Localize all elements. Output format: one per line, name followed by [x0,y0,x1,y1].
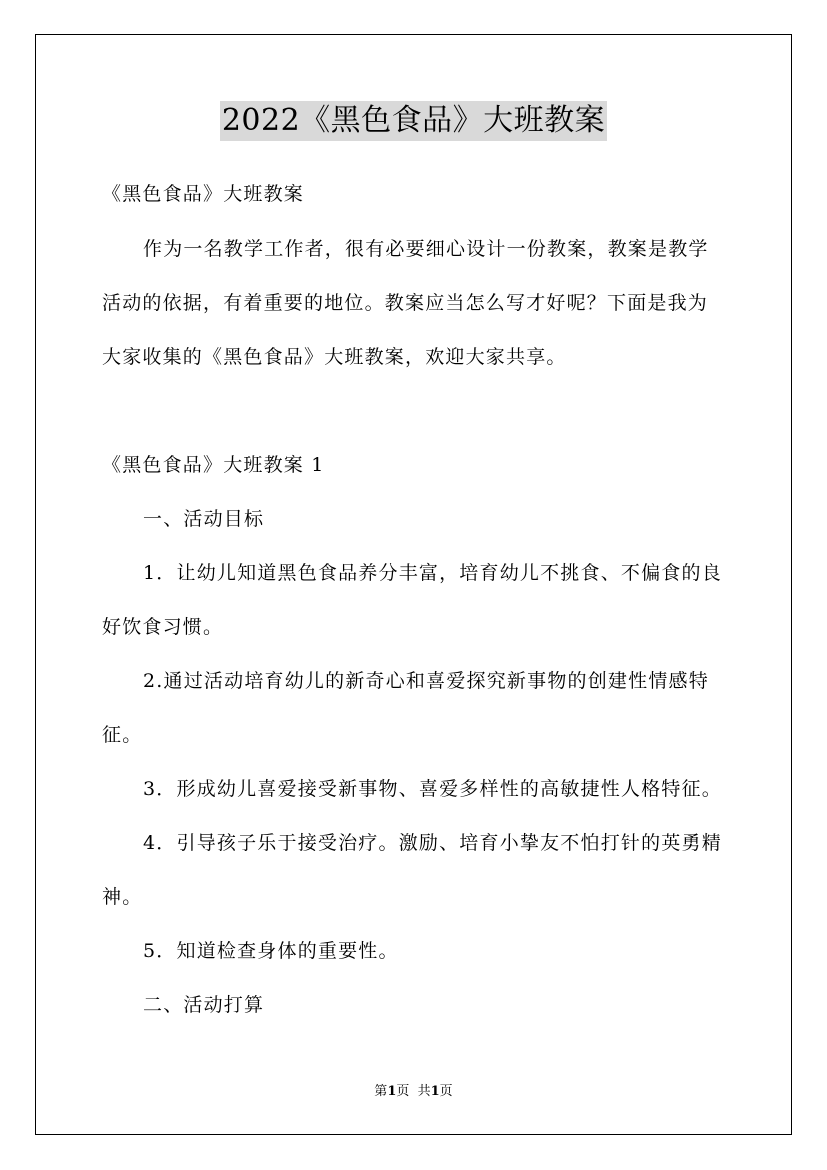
goal-line-8: 5．知道检查身体的重要性。 [143,940,399,962]
goal-line-1: 1．让幼儿知道黑色食品养分丰富，培育幼儿不挑食、不偏食的良 [143,562,722,584]
goal-line-2: 好饮食习惯。 [102,616,224,638]
document-title: 2022《黑色食品》大班教案 [220,101,607,141]
page-footer [0,1084,827,1100]
title-container [0,101,827,141]
goal-line-7: 神。 [102,886,143,908]
footer-page-mid: 页 共 [396,1084,431,1099]
intro-line-3: 大家收集的《黑色食品》大班教案，欢迎大家共享。 [102,346,567,368]
goal-line-6: 4．引导孩子乐于接受治疗。激励、培育小挚友不怕打针的英勇精 [143,832,722,854]
goal-line-4: 征。 [102,724,143,746]
heading-prep: 二、活动打算 [143,994,265,1016]
intro-line-1: 作为一名教学工作者，很有必要细心设计一份教案，教案是教学 [143,238,709,260]
footer-page-prefix: 第 [374,1084,388,1099]
goal-line-5: 3．形成幼儿喜爱接受新事物、喜爱多样性的高敏捷性人格特征。 [143,778,722,800]
heading-goals: 一、活动目标 [143,508,265,530]
footer-total-pages: 1 [430,1084,440,1099]
intro-line-2: 活动的依据，有着重要的地位。教案应当怎么写才好呢？下面是我为 [102,292,709,314]
document-subtitle: 《黑色食品》大班教案 [102,183,305,205]
footer-page-number: 1 [387,1084,397,1099]
footer-page-suffix: 页 [439,1084,453,1099]
goal-line-3: 2.通过活动培育幼儿的新奇心和喜爱探究新事物的创建性情感特 [143,670,709,692]
section-title: 《黑色食品》大班教案 1 [102,454,325,476]
